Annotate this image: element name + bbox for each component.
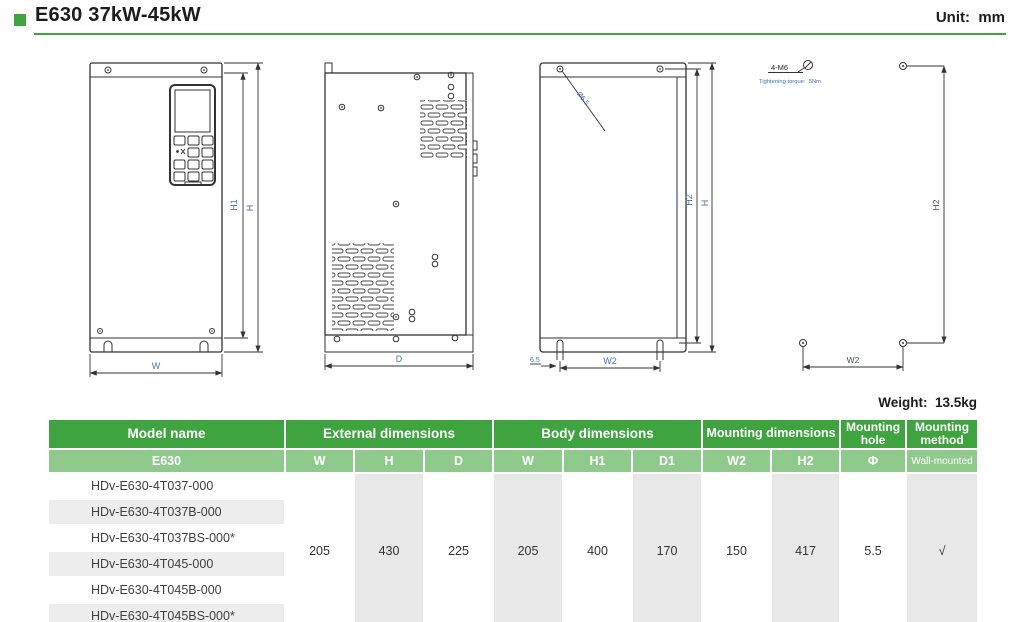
back-body-outline [540, 63, 686, 352]
header-divider [34, 33, 1006, 35]
value-h: 430 [354, 473, 424, 622]
subheader-body-w: W [493, 449, 563, 473]
dim-label-d: D [395, 354, 403, 364]
model-cell: HDv-E630-4T045B-000 [48, 577, 285, 603]
value-phi: 5.5 [840, 473, 906, 622]
dim-label-h2: H2 [684, 194, 694, 206]
edge-offset-label: 6.5 [530, 357, 540, 364]
mounting-pattern-drawing [755, 55, 960, 380]
weight-label: Weight: 13.5kg [878, 395, 977, 410]
group-header-external: External dimensions [285, 419, 493, 449]
model-cell: HDv-E630-4T037BS-000* [48, 525, 285, 551]
torque-label: Tightening torque: 5Nm [759, 79, 821, 85]
back-view-drawing [525, 55, 740, 385]
subheader-h2: H2 [771, 449, 840, 473]
spec-table [47, 418, 979, 622]
side-view-drawing [300, 55, 490, 380]
group-header-model: Model name [48, 419, 285, 449]
subheader-h1: H1 [563, 449, 632, 473]
table-row [48, 473, 978, 499]
model-cell: HDv-E630-4T045BS-000* [48, 603, 285, 622]
value-w: 205 [285, 473, 354, 622]
screw-callout [759, 61, 821, 86]
dim-label-h1: H1 [229, 199, 239, 211]
subheader-series: E630 [48, 449, 285, 473]
value-d1: 170 [632, 473, 702, 622]
subheader-method: Wall-mounted [906, 449, 978, 473]
value-w2: 150 [702, 473, 771, 622]
model-cell: HDv-E630-4T045-000 [48, 551, 285, 577]
subheader-d1: D1 [632, 449, 702, 473]
section-bullet-icon [14, 14, 26, 26]
value-d: 225 [424, 473, 493, 622]
subheader-w: W [285, 449, 354, 473]
group-header-mounting: Mounting dimensions [702, 419, 840, 449]
dim-label-h: H [245, 204, 255, 212]
model-cell: HDv-E630-4T037B-000 [48, 499, 285, 525]
unit-label: Unit: mm [935, 9, 1005, 26]
subheader-phi: Φ [840, 449, 906, 473]
model-cell: HDv-E630-4T037-000 [48, 473, 285, 499]
group-header-body: Body dimensions [493, 419, 702, 449]
dim-label-h: H [700, 199, 710, 207]
group-header-hole: Mounting hole [840, 419, 906, 449]
dim-label-w2: W2 [846, 355, 860, 365]
page-title: E630 37kW-45kW [35, 4, 201, 26]
keypad [170, 85, 215, 186]
subheader-d: D [424, 449, 493, 473]
front-view-drawing [60, 55, 272, 390]
dim-label-w2: W2 [603, 356, 617, 366]
value-h1: 400 [563, 473, 632, 622]
value-h2: 417 [771, 473, 840, 622]
screw-spec-label: 4-M6 [771, 63, 789, 72]
subheader-h: H [354, 449, 424, 473]
value-body-w: 205 [493, 473, 563, 622]
vent-grid-bottom [332, 243, 394, 331]
group-header-method: Mounting method [906, 419, 978, 449]
front-body-outline [90, 63, 222, 352]
vent-grid-top [420, 100, 467, 160]
dim-label-w: W [151, 361, 161, 371]
dim-label-h2: H2 [931, 199, 941, 211]
hole-diameter-label: Ø6.5 [575, 90, 590, 107]
value-method-check: √ [906, 473, 978, 622]
subheader-w2: W2 [702, 449, 771, 473]
keypad-display [175, 90, 210, 132]
